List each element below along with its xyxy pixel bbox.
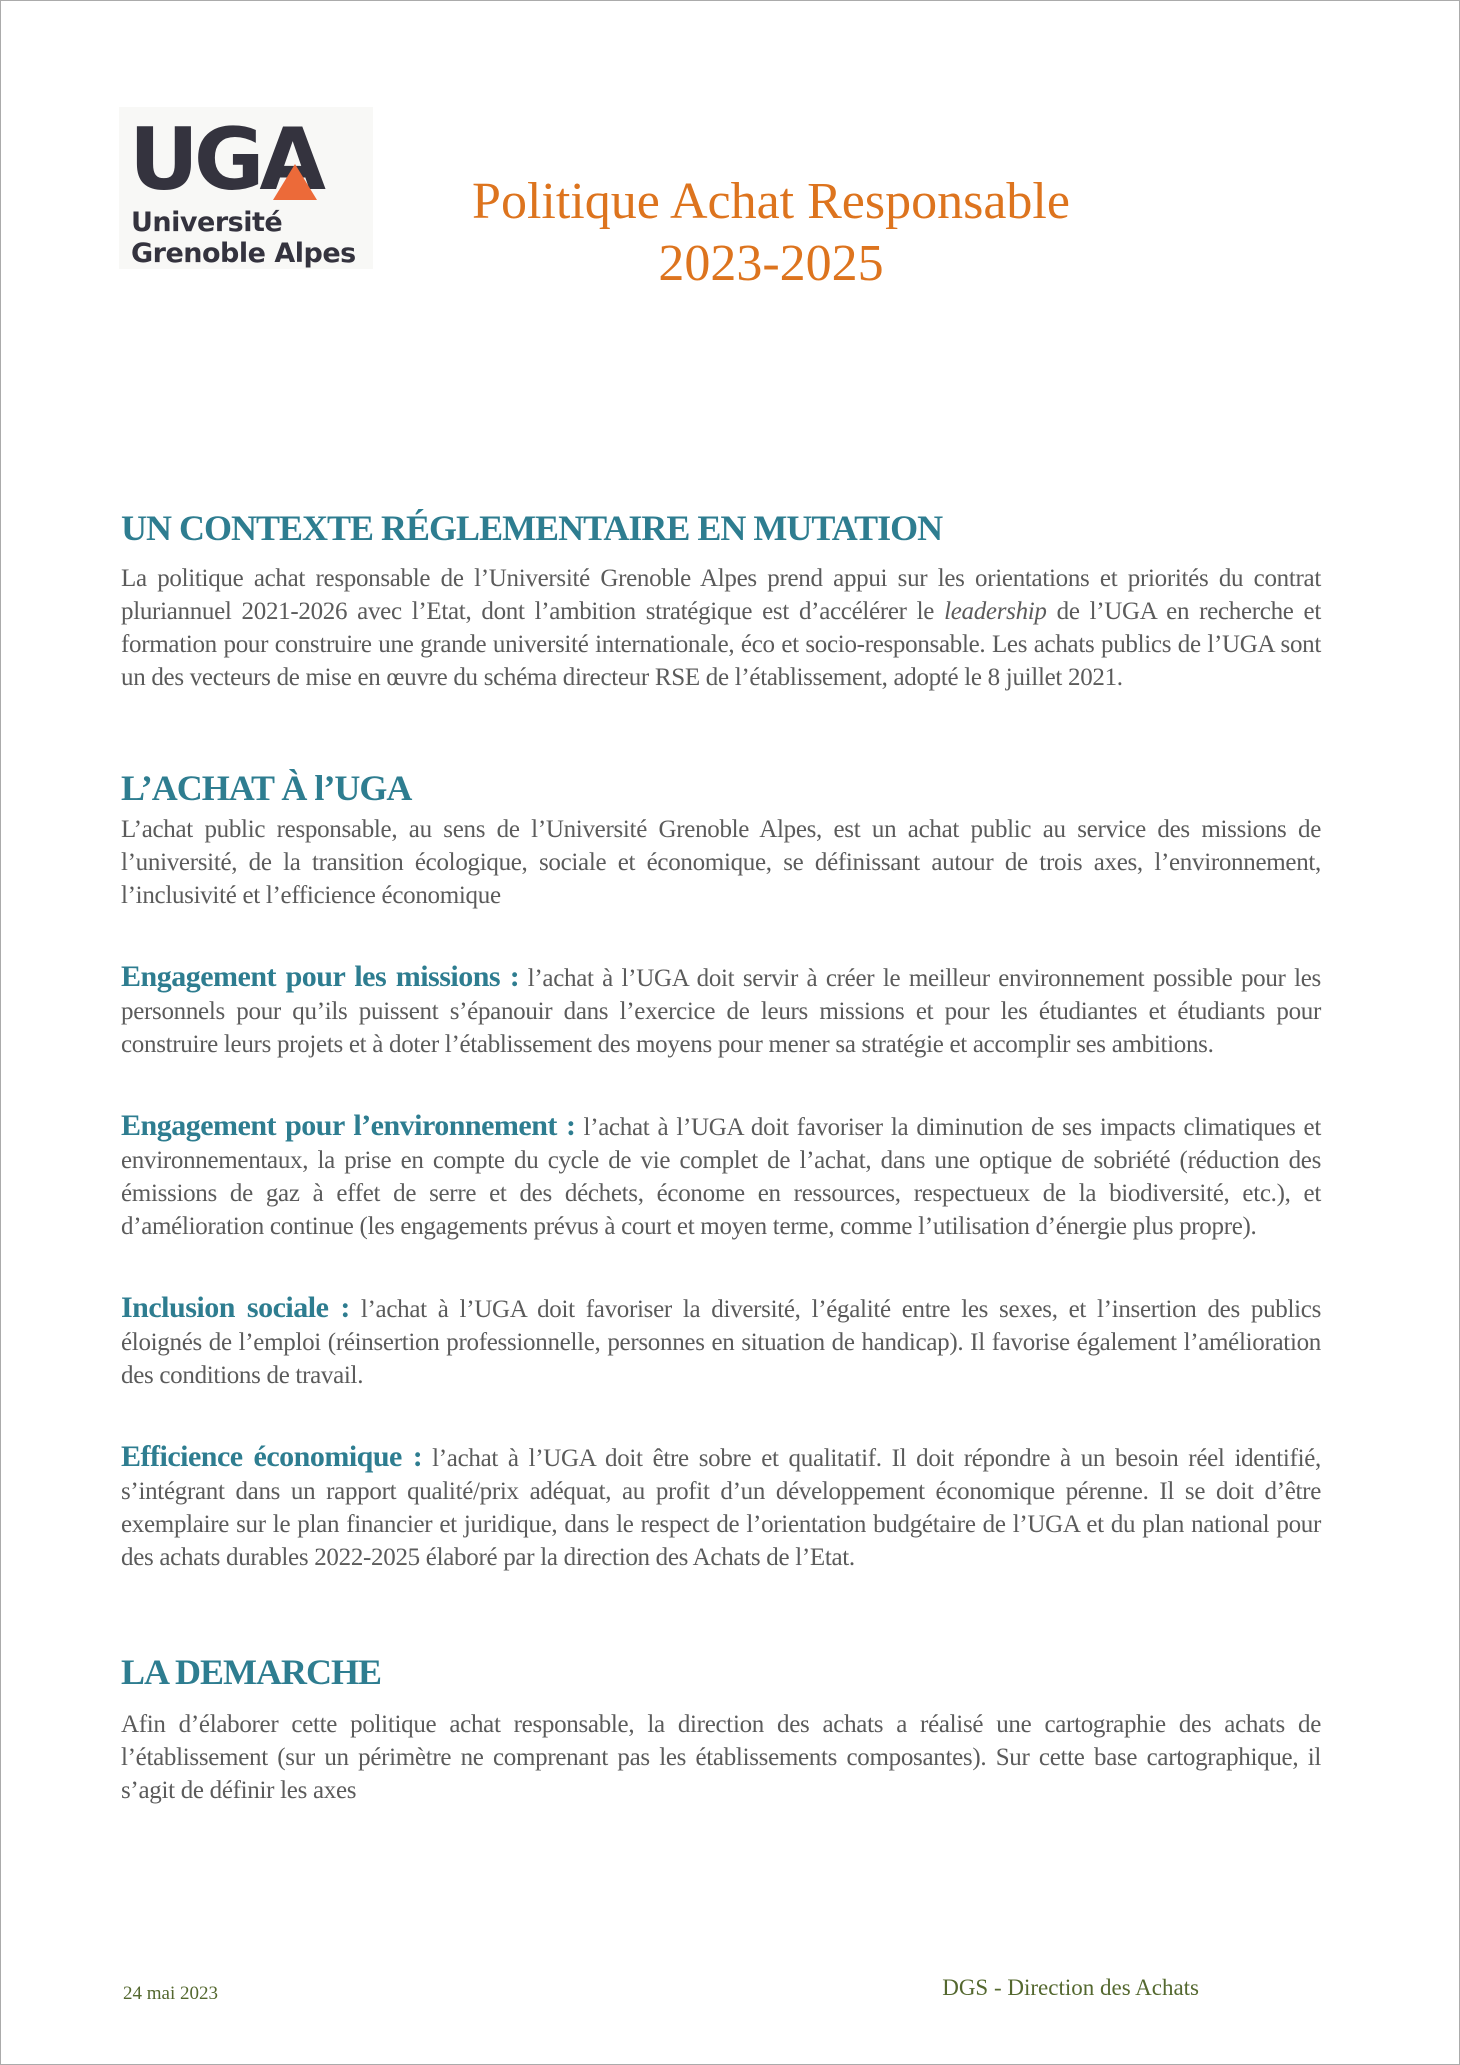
document-title-line1: Politique Achat Responsable	[472, 173, 1070, 230]
paragraph-context-end: de l’UGA en recherche et formation pour construire une grande université internationale, éco et socio-responsable. Les achats publics de l’UGA sont un des vecteurs de mise en œuvre du schéma directeur RSE de l’établissement, adopté le 8 juillet 2021.	[121, 598, 1321, 691]
uga-acronym: UGA	[129, 110, 321, 210]
paragraph-demarche: Afin d’élaborer cette politique achat responsable, la direction des achats a réalisé une cartographie des achats de l’établissement (sur un périmètre ne comprenant pas les établissements composantes). Sur cette base cartographique, il s’agit de définir les axes	[121, 1711, 1321, 1804]
axis-inclusion-sociale	[121, 1291, 1321, 1392]
axis-text-missions: l’achat à l’UGA doit servir à créer le meilleur environnement possible pour les personnels pour qu’ils puissent s’épanouir dans l’exercice de leurs missions et pour les étudiantes et étudiants pour construire leurs projets et à doter l’établissement des moyens pour mener sa stratégie et accomplir ses ambitions.	[121, 965, 1321, 1058]
section-heading-demarche: LA DEMARCHE	[121, 1652, 382, 1692]
document-title-line2: 2023-2025	[658, 235, 884, 292]
paragraph-context	[121, 562, 1321, 694]
axis-text-efficience-economique: l’achat à l’UGA doit être sobre et qualitatif. Il doit répondre à un besoin réel identifié, s’intégrant dans un rapport qualité/prix adéquat, au profit d’un développement économique pérenne. Il se doit d’être exemplaire sur le plan financier et juridique, dans le respect de l’orientation budgétaire de l’UGA et du plan national pour des achats durables 2022-2025 élaboré par la direction des Achats de l’Etat.	[121, 1445, 1321, 1571]
section-heading-achat: L’ACHAT À l’UGA	[121, 768, 412, 808]
axis-environnement	[121, 1109, 1321, 1243]
footer-date: 24 mai 2023	[123, 1983, 218, 2004]
axis-efficience-economique	[121, 1440, 1321, 1574]
axis-missions	[121, 960, 1321, 1061]
document-body	[121, 508, 1321, 1807]
axis-label-environnement: Engagement pour l’environnement :	[121, 1109, 576, 1142]
paragraph-context-italic: leadership	[944, 598, 1047, 625]
section-heading-context: UN CONTEXTE RÉGLEMENTAIRE EN MUTATION	[121, 508, 943, 548]
footer-issuer: DGS - Direction des Achats	[942, 1975, 1199, 2000]
university-name-line2: Grenoble Alpes	[131, 238, 356, 270]
document-title	[161, 171, 1381, 295]
axis-text-environnement: l’achat à l’UGA doit favoriser la diminution de ses impacts climatiques et environnementaux, la prise en compte du cycle de vie complet de l’achat, dans une optique de sobriété (réduction des émissions de gaz à effet de serre et des déchets, économe en ressources, respectueux de la biodiversité, etc.), et d’amélioration continue (les engagements prévus à court et moyen terme, comme l’utilisation d’énergie plus propre).	[121, 1114, 1321, 1240]
axis-label-missions: Engagement pour les missions :	[121, 960, 520, 993]
axis-label-inclusion-sociale: Inclusion sociale :	[121, 1291, 350, 1324]
axis-text-inclusion-sociale: l’achat à l’UGA doit favoriser la diversité, l’égalité entre les sexes, et l’insertion des publics éloignés de l’emploi (réinsertion professionnelle, personnes en situation de handicap). Il favorise également l’amélioration des conditions de travail.	[121, 1296, 1321, 1389]
axis-label-efficience-economique: Efficience économique :	[121, 1440, 423, 1473]
paragraph-achat: L’achat public responsable, au sens de l’Université Grenoble Alpes, est un achat public au service des missions de l’université, de la transition écologique, sociale et économique, se définissant autour de trois axes, l’environnement, l’inclusivité et l’efficience économique	[121, 816, 1321, 909]
university-name-line1: Université	[131, 207, 283, 238]
paragraph-context-start: La politique achat responsable de l’Université Grenoble Alpes prend appui sur les orientations et priorités du contrat pluriannuel 2021-2026 avec l’Etat, dont l’ambition stratégique est d’accélérer le	[121, 565, 1321, 625]
